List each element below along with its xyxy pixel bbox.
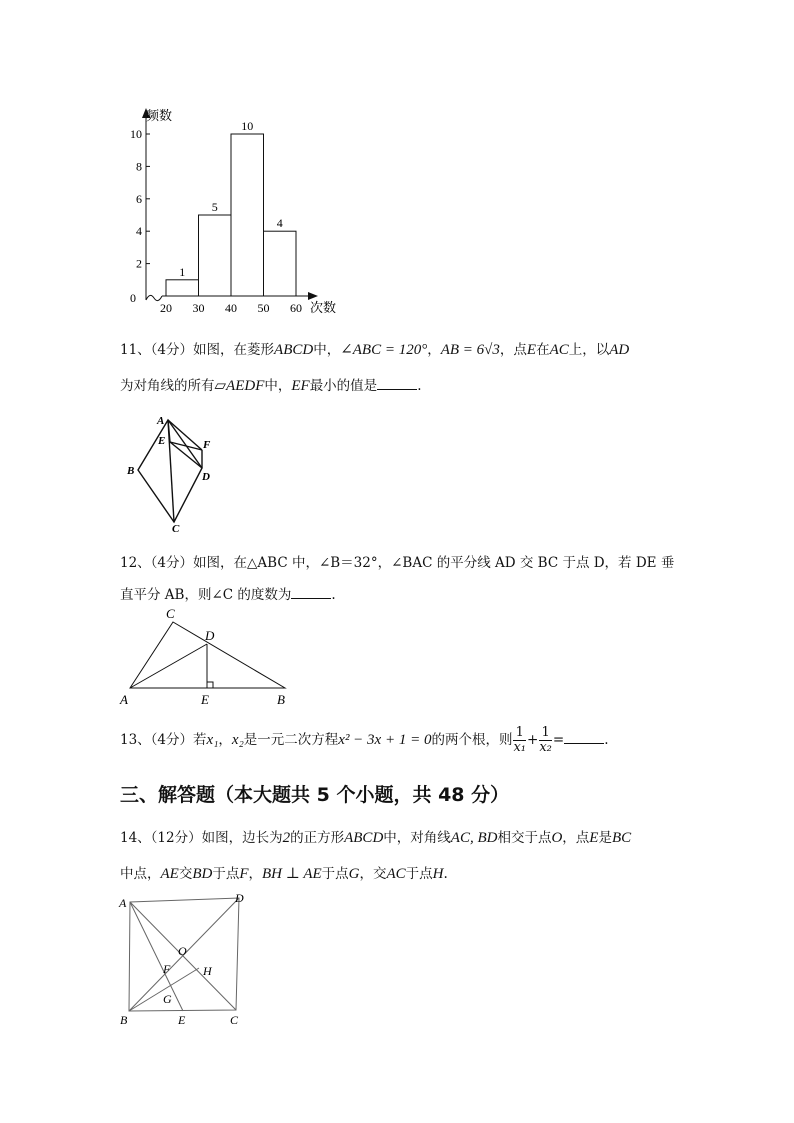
q14-line2e: 于点 bbox=[321, 866, 349, 882]
q14-mid4: ，点 bbox=[562, 830, 590, 846]
question-11-line1 bbox=[120, 338, 629, 359]
q13-fraction-2 bbox=[539, 726, 552, 755]
q13-frac1-num: 1 bbox=[513, 726, 526, 741]
q13-mid2: 的两个根，则 bbox=[431, 732, 513, 748]
q13-x2: x₂ bbox=[231, 732, 244, 748]
q11-figure bbox=[120, 410, 230, 535]
frequency-histogram bbox=[110, 100, 360, 320]
question-14-line2 bbox=[120, 862, 448, 883]
q13-equals: = bbox=[552, 732, 565, 748]
section-title: 三、解答题（本大题共 5 个小题，共 48 分） bbox=[120, 784, 510, 806]
q11-mid1: 中， bbox=[313, 342, 341, 358]
q11-ef: EF bbox=[291, 378, 310, 394]
q13-end: . bbox=[604, 732, 609, 748]
q14-label-f: F bbox=[163, 962, 171, 976]
q11-mid4: 上，以 bbox=[568, 342, 610, 358]
q13-mid: 是一元二次方程 bbox=[243, 732, 339, 748]
q14-label-a: A bbox=[119, 896, 127, 910]
q12-label-e: E bbox=[201, 692, 209, 707]
bar-20-30 bbox=[166, 280, 199, 296]
q12-label-c: C bbox=[166, 606, 175, 621]
q14-end: . bbox=[443, 866, 448, 882]
q14-line2d: ， bbox=[248, 866, 262, 882]
q14-label-h: H bbox=[203, 964, 212, 978]
bar-label-30-40: 5 bbox=[211, 200, 218, 214]
q12-label-d: D bbox=[205, 628, 215, 643]
x-axis-arrow bbox=[308, 292, 318, 300]
q14-line2a: 中点， bbox=[120, 866, 161, 882]
q12-end: . bbox=[331, 587, 336, 603]
q14-bc: BC bbox=[611, 830, 632, 846]
q11-label-f: F bbox=[203, 439, 211, 451]
q14-figure bbox=[115, 890, 255, 1030]
q12-label-a: A bbox=[120, 692, 128, 707]
y-tick-label-6: 6 bbox=[136, 191, 142, 206]
bar-label-20-30: 1 bbox=[179, 264, 186, 279]
x-axis-label: 次数 bbox=[310, 300, 337, 315]
q14-f: F bbox=[239, 866, 249, 882]
q14-acbd: AC, BD bbox=[450, 830, 498, 846]
bar-label-40-50: 10 bbox=[241, 119, 254, 133]
q14-two: 2 bbox=[282, 830, 291, 846]
x-tick-label-30: 30 bbox=[192, 301, 205, 315]
q14-mid1: 的正方形 bbox=[290, 830, 345, 846]
q11-sep: ， bbox=[427, 342, 441, 358]
q11-ab: AB = 6√3 bbox=[440, 342, 500, 358]
q12-label-b: B bbox=[277, 692, 285, 707]
q13-fraction-1 bbox=[513, 726, 526, 755]
q12-segment-ad bbox=[130, 644, 207, 688]
q14-prefix: 14、（12分）如图，边长为 bbox=[120, 830, 283, 846]
q14-o: O bbox=[551, 830, 563, 846]
q14-mid5: 是 bbox=[598, 830, 612, 846]
q11-line2b: 中， bbox=[264, 378, 292, 394]
q14-label-o: O bbox=[178, 944, 187, 958]
q12-figure bbox=[115, 604, 300, 709]
q11-mid3: 在 bbox=[536, 342, 550, 358]
bar-30-40 bbox=[199, 215, 232, 296]
q13-answer-blank bbox=[564, 731, 604, 744]
q11-ac: AC bbox=[549, 342, 569, 358]
y-axis-label: 频数 bbox=[146, 108, 173, 123]
y-tick-label-8: 8 bbox=[136, 159, 142, 174]
q14-e: E bbox=[589, 830, 599, 846]
q12-right-angle-mark bbox=[207, 682, 213, 688]
q11-line2a: 为对角线的所有 bbox=[120, 378, 215, 394]
q13-equation: x² − 3x + 1 = 0 bbox=[338, 732, 432, 748]
q13-frac2-num: 1 bbox=[539, 726, 552, 741]
q14-ac: AC bbox=[386, 866, 406, 882]
x-tick-label-50: 50 bbox=[257, 301, 270, 315]
q14-abcd: ABCD bbox=[344, 830, 384, 846]
q14-line2f: ，交 bbox=[359, 866, 387, 882]
question-12-line2 bbox=[120, 583, 336, 603]
q11-angle: ∠ABC = 120° bbox=[340, 342, 428, 358]
q11-abcd: ABCD bbox=[274, 342, 314, 358]
axis-break bbox=[146, 295, 162, 300]
y-tick-label-4: 4 bbox=[136, 224, 142, 239]
bar-label-50-60: 4 bbox=[276, 216, 283, 231]
q14-label-b: B bbox=[120, 1013, 128, 1027]
q14-bd: BD bbox=[192, 866, 213, 882]
q14-line2g: 于点 bbox=[405, 866, 433, 882]
q13-sep: ， bbox=[218, 732, 232, 748]
q11-label-c: C bbox=[172, 523, 180, 535]
q14-mid3: 相交于点 bbox=[497, 830, 552, 846]
question-12-line1: 12、（4分）如图，在△ABC 中，∠B＝32°，∠BAC 的平分线 AD 交 BC 于点 D，若 DE 垂 bbox=[120, 555, 675, 571]
q14-label-d: D bbox=[235, 891, 244, 905]
q14-label-e: E bbox=[178, 1013, 186, 1027]
q11-end: . bbox=[417, 378, 422, 394]
q11-parallelogram: ▱AEDF bbox=[214, 378, 265, 394]
q14-line2b: 交 bbox=[178, 866, 193, 882]
q11-prefix: 11、（4分）如图，在菱形 bbox=[120, 342, 275, 358]
bar-50-60 bbox=[264, 231, 297, 296]
x-tick-label-20: 20 bbox=[160, 301, 172, 315]
q13-frac2-den: x₂ bbox=[539, 740, 552, 755]
q13-x1: x₁ bbox=[206, 732, 219, 748]
q12-line2: 直平分 AB，则∠C 的度数为 bbox=[120, 587, 292, 603]
q11-mid2: ，点 bbox=[499, 342, 527, 358]
question-14-line1 bbox=[120, 826, 631, 847]
q11-ad: AD bbox=[609, 342, 630, 358]
q14-bhae: BH ⊥ AE bbox=[262, 866, 322, 882]
q14-g: G bbox=[348, 866, 360, 882]
q11-label-a: A bbox=[157, 415, 165, 427]
q14-ae: AE bbox=[160, 866, 179, 882]
origin-label: 0 bbox=[130, 291, 136, 305]
q13-plus: + bbox=[527, 732, 539, 748]
bar-40-50 bbox=[231, 134, 264, 296]
x-tick-label-40: 40 bbox=[225, 301, 237, 315]
q13-prefix: 13、（4分）若 bbox=[120, 732, 207, 748]
y-tick-label-2: 2 bbox=[136, 256, 142, 271]
q14-line2c: 于点 bbox=[212, 866, 240, 882]
q11-line2c: 最小的值是 bbox=[309, 378, 378, 394]
y-tick-label-10: 10 bbox=[130, 127, 142, 141]
q11-label-b: B bbox=[127, 465, 135, 477]
x-tick-label-60: 60 bbox=[290, 301, 302, 315]
q14-mid2: 中，对角线 bbox=[383, 830, 451, 846]
q14-h: H bbox=[432, 866, 444, 882]
q11-label-e: E bbox=[158, 435, 166, 447]
question-13 bbox=[120, 726, 608, 755]
q14-label-g: G bbox=[163, 992, 172, 1006]
q13-frac1-den: x₁ bbox=[513, 740, 527, 755]
question-11-line2 bbox=[120, 374, 421, 395]
q12-answer-blank bbox=[291, 586, 331, 599]
q14-label-c: C bbox=[230, 1013, 239, 1027]
q11-label-d: D bbox=[202, 471, 210, 483]
q11-answer-blank bbox=[377, 377, 417, 390]
q11-e: E bbox=[526, 342, 537, 358]
